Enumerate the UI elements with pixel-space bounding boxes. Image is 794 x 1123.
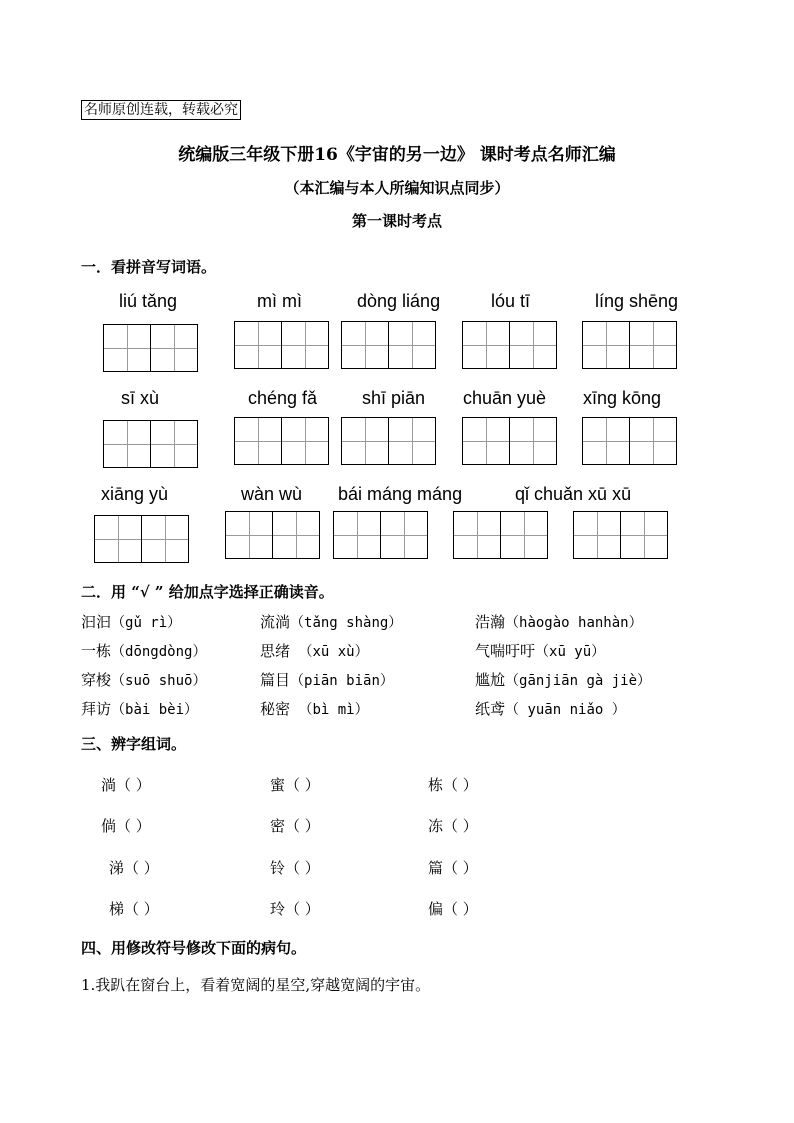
- pronunciation-item[interactable]: 篇目（piān biān）: [260, 671, 394, 689]
- page-title: 统编版三年级下册16《宇宙的另一边》 课时考点名师汇编: [178, 145, 616, 165]
- pinyin-label: chuān yuè: [463, 388, 547, 408]
- word-blank[interactable]: 篇（ ）: [428, 859, 478, 877]
- word-blank[interactable]: 玲（ ）: [270, 900, 320, 918]
- section4-heading: 四、用修改符号修改下面的病句。: [81, 939, 307, 957]
- writing-grid[interactable]: [573, 511, 667, 559]
- pinyin-label: lóu tī: [491, 291, 531, 311]
- writing-grid[interactable]: [94, 515, 188, 563]
- writing-grid[interactable]: [234, 321, 328, 369]
- pinyin-label: shī piān: [362, 388, 426, 408]
- pronunciation-item[interactable]: 思绪 （xū xù）: [260, 642, 369, 660]
- word-blank[interactable]: 淌（ ）: [101, 776, 151, 794]
- writing-grid[interactable]: [462, 321, 556, 369]
- section3-heading: 三、辨字组词。: [81, 735, 187, 753]
- section1-heading: 一．看拼音写词语。: [81, 258, 217, 276]
- writing-grid[interactable]: [582, 321, 676, 369]
- section2-heading: 二．用 “√ ” 给加点字选择正确读音。: [81, 583, 334, 601]
- pronunciation-item[interactable]: 穿梭（suō shuō）: [81, 671, 207, 689]
- question-text: 1.我趴在窗台上，看着宽阔的星空,穿越宽阔的宇宙。: [81, 976, 431, 994]
- writing-grid[interactable]: [453, 511, 547, 559]
- word-blank[interactable]: 蜜（ ）: [270, 776, 320, 794]
- writing-grid[interactable]: [103, 324, 197, 372]
- pinyin-label: mì mì: [257, 291, 302, 311]
- word-blank[interactable]: 倘（ ）: [101, 817, 151, 835]
- word-blank[interactable]: 铃（ ）: [270, 859, 320, 877]
- pinyin-label: xiāng yù: [101, 484, 169, 504]
- pinyin-label: dòng liáng: [357, 291, 441, 311]
- pronunciation-item[interactable]: 拜访（bài bèi）: [81, 700, 199, 718]
- writing-grid[interactable]: [225, 511, 319, 559]
- word-blank[interactable]: 密（ ）: [270, 817, 320, 835]
- pronunciation-item[interactable]: 尴尬（gānjiān gà jiè）: [475, 671, 652, 689]
- word-blank[interactable]: 梯（ ）: [109, 900, 159, 918]
- writing-grid[interactable]: [341, 321, 435, 369]
- writing-grid[interactable]: [234, 417, 328, 465]
- pinyin-label: xīng kōng: [583, 388, 662, 408]
- word-blank[interactable]: 栋（ ）: [428, 776, 478, 794]
- word-blank[interactable]: 冻（ ）: [428, 817, 478, 835]
- pronunciation-item[interactable]: 一栋（dōngdòng）: [81, 642, 207, 660]
- writing-grid[interactable]: [103, 420, 197, 468]
- word-blank[interactable]: 涕（ ）: [109, 859, 159, 877]
- pinyin-label: sī xù: [121, 388, 160, 408]
- pronunciation-item[interactable]: 纸鸢（ yuān niǎo ）: [475, 700, 626, 718]
- pinyin-label: líng shēng: [595, 291, 679, 311]
- writing-grid[interactable]: [341, 417, 435, 465]
- writing-grid[interactable]: [582, 417, 676, 465]
- writing-grid[interactable]: [333, 511, 427, 559]
- pronunciation-item[interactable]: 浩瀚（hàogào hanhàn）: [475, 613, 643, 631]
- pinyin-label: wàn wù: [241, 484, 303, 504]
- pronunciation-item[interactable]: 汩汩（gǔ rì）: [81, 613, 182, 631]
- pronunciation-item[interactable]: 气喘吁吁（xū yū）: [475, 642, 606, 660]
- subtitle: （本汇编与本人所编知识点同步）: [284, 179, 510, 197]
- word-blank[interactable]: 偏（ ）: [428, 900, 478, 918]
- lesson-title: 第一课时考点: [351, 212, 442, 230]
- pronunciation-item[interactable]: 流淌（tǎng shàng）: [260, 613, 403, 631]
- copyright-stamp: 名师原创连载，转载必究: [81, 100, 241, 120]
- writing-grid[interactable]: [462, 417, 556, 465]
- pinyin-label: liú tǎng: [119, 291, 178, 311]
- pronunciation-item[interactable]: 秘密 （bì mì）: [260, 700, 369, 718]
- pinyin-label: chéng fǎ: [248, 388, 318, 408]
- pinyin-label: bái máng máng: [338, 484, 463, 504]
- pinyin-label: qǐ chuǎn xū xū: [515, 484, 632, 504]
